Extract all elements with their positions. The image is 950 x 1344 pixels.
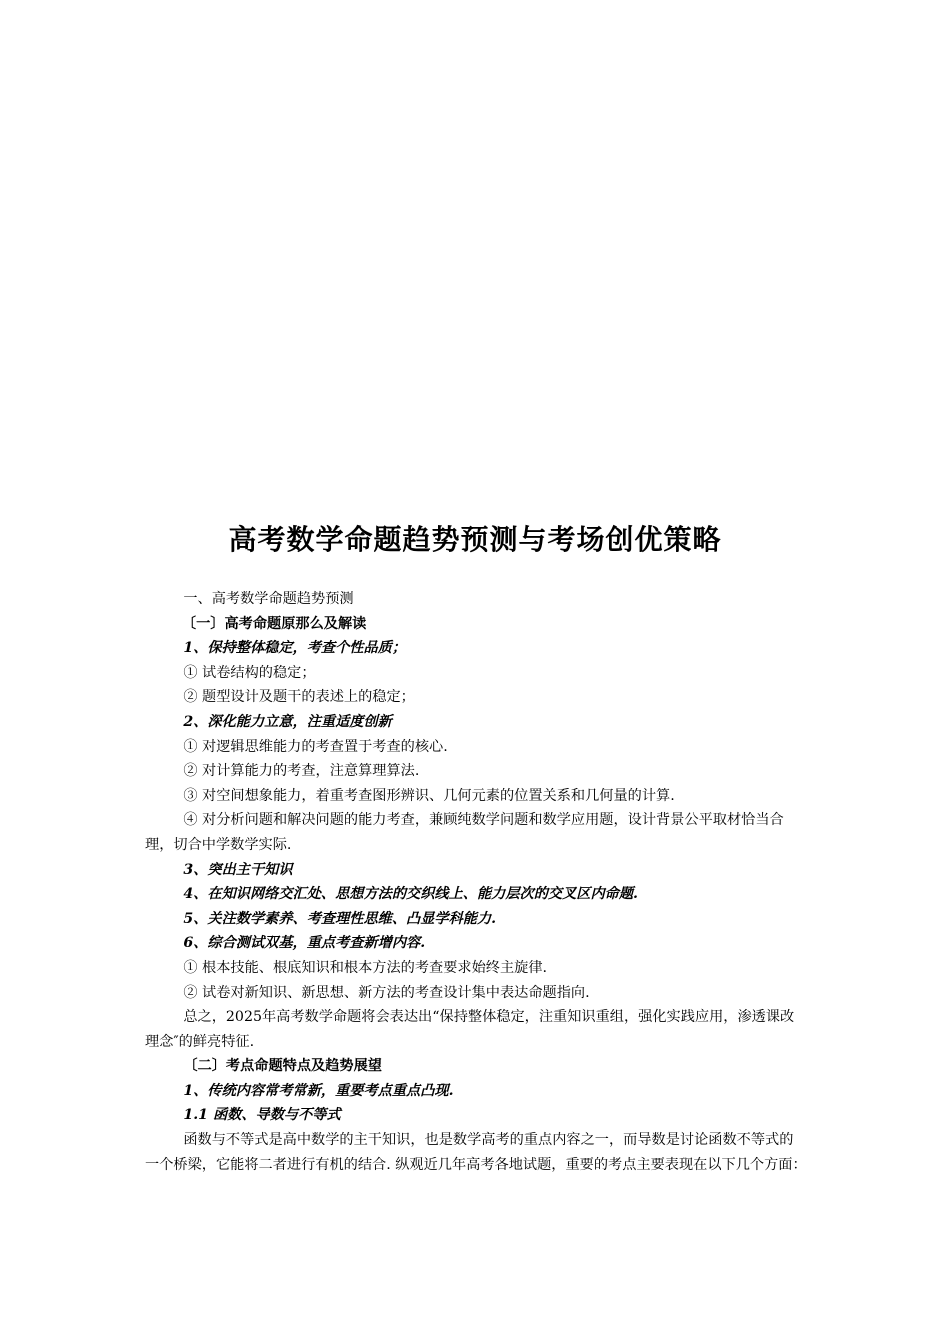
section-heading-1: 一、高考数学命题趋势预测 [183,591,354,607]
list-item: ② 题型设计及题干的表述上的稳定； [183,689,415,706]
topic-heading-1: 1、传统内容常考常新，重要考点重点凸现. [183,1082,454,1099]
list-item: ② 对计算能力的考查，注意算理算法. [183,763,420,780]
topic-subheading-1-1: 1.1 函数、导数与不等式 [183,1107,341,1124]
principle-1: 1、保持整体稳定，考查个性品质； [183,640,407,657]
principle-2: 2、深化能力立意，注重适度创新 [183,713,392,730]
list-item: ② 试卷对新知识、新思想、新方法的考查设计集中表达命题指向. [183,984,590,1001]
list-item: ① 对逻辑思维能力的考查置于考查的核心. [183,738,448,755]
list-item: ① 试卷结构的稳定； [183,664,316,681]
principle-4: 4、在知识网络交汇处、思想方法的交织线上、能力层次的交叉区内命题. [183,886,638,903]
principle-3: 3、突出主干知识 [183,861,293,878]
list-item: ① 根本技能、根底知识和根本方法的考查要求始终主旋律. [183,959,548,976]
summary-paragraph: 总之，2025年高考数学命题将会表达出“保持整体稳定，注重知识重组，强化实践应用，渗透课改理念″的鲜亮特征. [145,1009,795,1050]
principle-6: 6、综合测试双基，重点考查新增内容. [183,935,426,952]
subsection-heading-2: 〔二〕考点命题特点及趋势展望 [183,1058,382,1075]
body-paragraph: 函数与不等式是高中数学的主干知识，也是数学高考的重点内容之一，而导数是讨论函数不等式的一个桥梁，它能将二者进行有机的结合. 纵观近几年高考各地试题，重要的考点主要表现在以下几个方面： [145,1132,807,1173]
document-body [145,587,807,1177]
principle-5: 5、关注数学素养、考查理性思维、凸显学科能力. [183,910,497,927]
document-title: 高考数学命题趋势预测与考场创优策略 [228,523,722,556]
subsection-heading-1: 〔一〕高考命题原那么及解读 [181,615,367,632]
list-item: ④ 对分析问题和解决问题的能力考查，兼顾纯数学问题和数学应用题，设计背景公平取材恰当合理，切合中学数学实际. [145,812,784,853]
list-item: ③ 对空间想象能力，着重考查图形辨识、几何元素的位置关系和几何量的计算. [183,787,675,804]
